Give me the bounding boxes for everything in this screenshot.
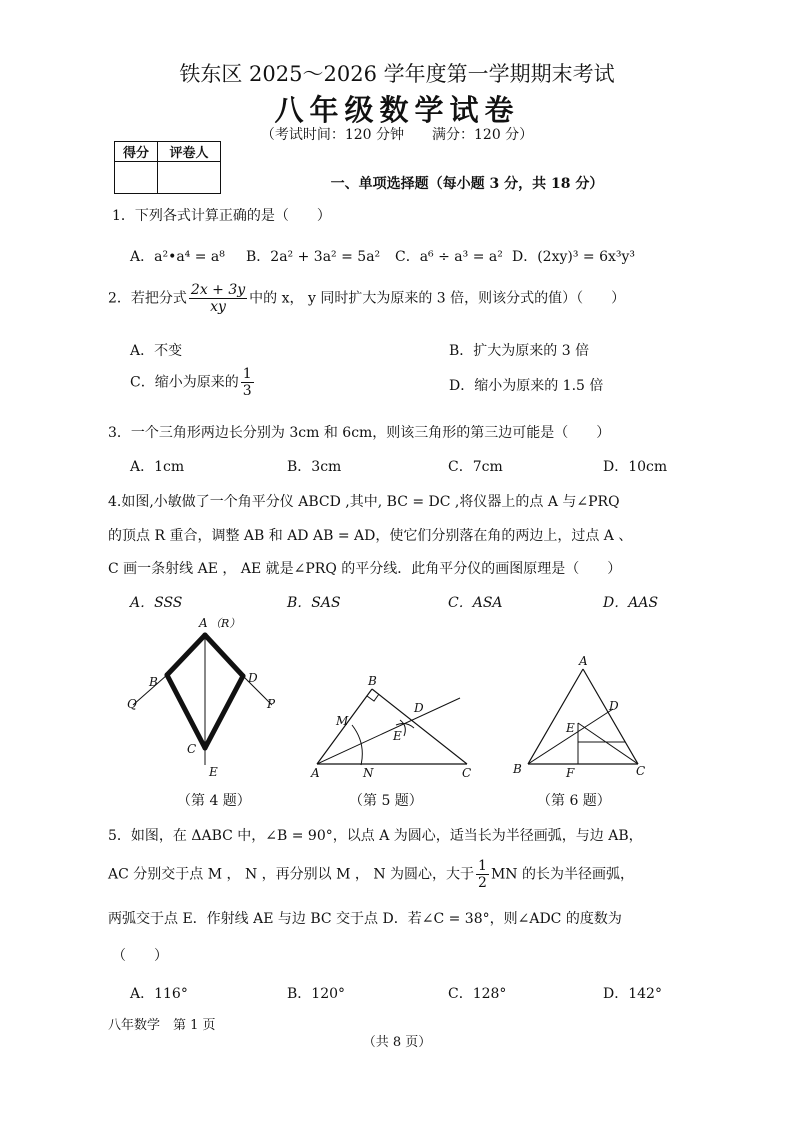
fig4-bar-ad bbox=[205, 635, 243, 676]
q2-fraction-numerator: 2x + 3y bbox=[190, 282, 246, 298]
q2-option-a: A．不变 bbox=[130, 343, 183, 359]
exam-full-score: 满分：120 分） bbox=[432, 127, 534, 143]
q2-option-b: B．扩大为原来的 3 倍 bbox=[449, 343, 590, 359]
fig6-label-c: C bbox=[636, 764, 646, 778]
fig5-ray-ae bbox=[317, 698, 460, 764]
question-2-stem bbox=[108, 282, 625, 315]
fig4-label-a: A bbox=[199, 616, 208, 630]
q3-option-c: C．7cm bbox=[448, 459, 503, 475]
question-1-stem: 1．下列各式计算正确的是（ ） bbox=[112, 208, 331, 224]
fig6-side-ab bbox=[528, 669, 583, 764]
q5-fraction bbox=[476, 858, 489, 891]
fig4-bar-dc bbox=[205, 676, 243, 748]
figure-4-kite-diagram bbox=[120, 610, 290, 785]
fig6-side-ac bbox=[583, 669, 638, 764]
q5-option-a: A．116° bbox=[130, 986, 188, 1002]
q3-option-a: A．1cm bbox=[130, 459, 185, 475]
q1-option-c: C．a⁶ ÷ a³ = a² bbox=[395, 249, 503, 265]
question-4-line-1: 4.如图,小敏做了一个角平分仪 ABCD ,其中, BC = DC ,将仪器上的点 A 与∠PRQ bbox=[108, 494, 620, 510]
q5-fraction-numerator: 1 bbox=[478, 858, 487, 874]
q4-option-c: C．ASA bbox=[448, 595, 503, 611]
fig5-right-angle-mark bbox=[367, 694, 379, 701]
q5-option-b: B．120° bbox=[287, 986, 346, 1002]
q5-line2-tail: MN 的长为半径画弧， bbox=[490, 866, 635, 883]
figure-5-triangle-diagram bbox=[300, 668, 480, 783]
q2-lead: 2．若把分式 bbox=[108, 290, 187, 307]
paper-subject-title: 八年级数学试卷 bbox=[274, 93, 520, 127]
fig6-label-a: A bbox=[579, 654, 588, 668]
fig4-label-b: B bbox=[149, 675, 158, 689]
fig4-bar-bc bbox=[167, 675, 205, 748]
score-header: 得分 bbox=[115, 142, 158, 162]
q3-option-b: B．3cm bbox=[287, 459, 342, 475]
figure-6-triangle-diagram bbox=[505, 652, 655, 784]
q2-tail: 中的 x， y 同时扩大为原来的 3 倍，则该分式的值）（ ） bbox=[249, 290, 626, 307]
fig6-label-e: E bbox=[566, 721, 575, 735]
q5-option-c: C．128° bbox=[448, 986, 507, 1002]
fig6-segment-bd bbox=[528, 709, 613, 764]
fig4-label-d: D bbox=[248, 671, 258, 685]
figure-6-caption: （第 6 题） bbox=[537, 793, 611, 809]
exam-title: 铁东区 2025～2026 学年度第一学期期末考试 bbox=[179, 62, 615, 86]
fig4-label-c: C bbox=[187, 742, 197, 756]
q2-option-d: D．缩小为原来的 1.5 倍 bbox=[449, 378, 604, 394]
section-title: 一、单项选择题（每小题 3 分，共 18 分） bbox=[330, 176, 604, 192]
q2-c-numerator: 1 bbox=[242, 366, 252, 382]
fig4-label-p: P bbox=[267, 697, 276, 711]
q2-option-c bbox=[130, 366, 256, 399]
fig4-label-q: Q bbox=[127, 697, 137, 711]
fig5-label-d: D bbox=[414, 701, 424, 715]
fig6-label-f: F bbox=[566, 766, 575, 780]
figure-5-caption: （第 5 题） bbox=[349, 793, 423, 809]
fig4-label-e: E bbox=[209, 765, 218, 779]
fig5-label-m: M bbox=[336, 714, 349, 728]
q2-fraction bbox=[189, 282, 247, 315]
exam-time: （考试时间：120 分钟 bbox=[260, 127, 404, 143]
question-5-line-4: （ ） bbox=[112, 948, 168, 964]
question-4-line-2: 的顶点 R 重合，调整 AB 和 AD AB = AD，使它们分别落在角的两边上，过点 A 、 bbox=[108, 528, 633, 544]
q2-option-c-fraction bbox=[241, 366, 254, 399]
q4-option-d: D．AAS bbox=[603, 595, 659, 611]
fig5-label-e: E bbox=[393, 729, 402, 743]
q5-line2-lead: AC 分别交于点 M ， N ，再分别以 M ， N 为圆心，大于 bbox=[108, 866, 475, 883]
question-5-line-1: 5．如图，在 ΔABC 中，∠B = 90°，以点 A 为圆心，适当长为半径画弧，与边 AB， bbox=[108, 828, 643, 844]
question-5-line-3: 两弧交于点 E．作射线 AE 与边 BC 交于点 D．若∠C = 38°，则∠ADC 的度数为 bbox=[108, 911, 622, 927]
q4-option-a: A．SSS bbox=[130, 595, 183, 611]
q2-option-c-text: C．缩小为原来的 bbox=[130, 374, 239, 391]
fig6-label-b: B bbox=[513, 762, 522, 776]
q3-option-d: D．10cm bbox=[603, 459, 668, 475]
fig5-label-b: B bbox=[368, 674, 377, 688]
q2-c-denominator: 3 bbox=[242, 383, 252, 399]
question-5-line-2 bbox=[108, 858, 634, 891]
q1-option-b: B．2a² + 3a² = 5a² bbox=[246, 249, 381, 265]
question-4-line-3: C 画一条射线 AE ， AE 就是∠PRQ 的平分线．此角平分仪的画图原理是（ ） bbox=[108, 561, 622, 577]
fig5-label-c: C bbox=[462, 766, 472, 780]
footer-total-pages: （共 8 页） bbox=[362, 1035, 432, 1050]
question-3-stem: 3．一个三角形两边长分别为 3cm 和 6cm，则该三角形的第三边可能是（ ） bbox=[108, 425, 611, 441]
q5-fraction-denominator: 2 bbox=[478, 875, 487, 891]
footer-page-label: 八年数学 第 1 页 bbox=[108, 1018, 216, 1033]
q4-option-b: B．SAS bbox=[287, 595, 341, 611]
figure-4-caption: （第 4 题） bbox=[177, 793, 251, 809]
fig4-bar-ab bbox=[167, 635, 205, 675]
fig5-label-n: N bbox=[363, 766, 374, 780]
fig6-label-d: D bbox=[609, 699, 619, 713]
fig5-label-a: A bbox=[311, 766, 320, 780]
q1-option-d: D．(2xy)³ = 6x³y³ bbox=[512, 249, 636, 265]
fig4-label-r: （R） bbox=[210, 617, 241, 630]
q5-option-d: D．142° bbox=[603, 986, 662, 1002]
q1-option-a: A．a²•a⁴ = a⁸ bbox=[130, 249, 225, 265]
grader-header: 评卷人 bbox=[158, 142, 221, 162]
q2-fraction-denominator: xy bbox=[210, 299, 226, 315]
fig6-segment-ce bbox=[578, 723, 638, 764]
